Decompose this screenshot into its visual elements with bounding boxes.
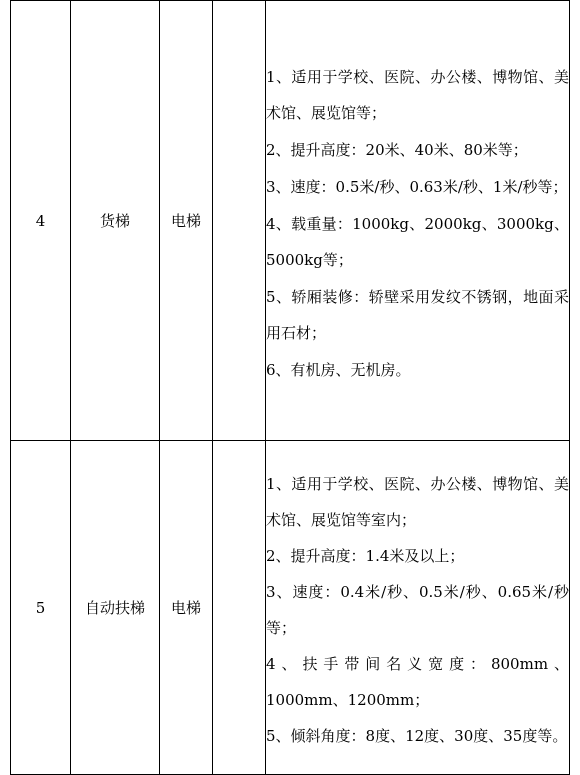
spec-list <box>266 461 569 754</box>
equipment-category: 电梯 <box>160 441 213 775</box>
empty-cell <box>213 1 266 441</box>
row-number: 4 <box>11 1 71 441</box>
equipment-name: 货梯 <box>71 1 160 441</box>
spec-description <box>266 441 570 775</box>
empty-cell <box>213 441 266 775</box>
spec-item: 5、倾斜角度：8度、12度、30度、35度等。 <box>266 727 568 745</box>
spec-description <box>266 1 570 441</box>
spec-item: 6、有机房、无机房。 <box>266 361 411 379</box>
spec-item: 4、扶手带间名义宽度：800mm、1000mm、1200mm； <box>266 655 569 709</box>
spec-item: 4、载重量：1000kg、2000kg、3000kg、5000kg等； <box>266 215 569 269</box>
equipment-spec-table <box>10 0 570 775</box>
spec-item: 3、速度：0.5米/秒、0.63米/秒、1米/秒等； <box>266 178 568 196</box>
equipment-category: 电梯 <box>160 1 213 441</box>
spec-item: 1、适用于学校、医院、办公楼、博物馆、美术馆、展览馆等； <box>266 68 569 122</box>
row-number: 5 <box>11 441 71 775</box>
spec-item: 5、轿厢装修：轿壁采用发纹不锈钢，地面采用石材； <box>266 288 569 342</box>
spec-item: 2、提升高度：20米、40米、80米等； <box>266 141 528 159</box>
spec-item: 2、提升高度：1.4米及以上； <box>266 547 465 565</box>
equipment-name: 自动扶梯 <box>71 441 160 775</box>
spec-item: 3、速度：0.4米/秒、0.5米/秒、0.65米/秒等； <box>266 583 569 637</box>
spec-list <box>266 52 569 388</box>
table-row <box>11 1 570 441</box>
spec-item: 1、适用于学校、医院、办公楼、博物馆、美术馆、展览馆等室内； <box>266 475 569 529</box>
table-row <box>11 441 570 775</box>
